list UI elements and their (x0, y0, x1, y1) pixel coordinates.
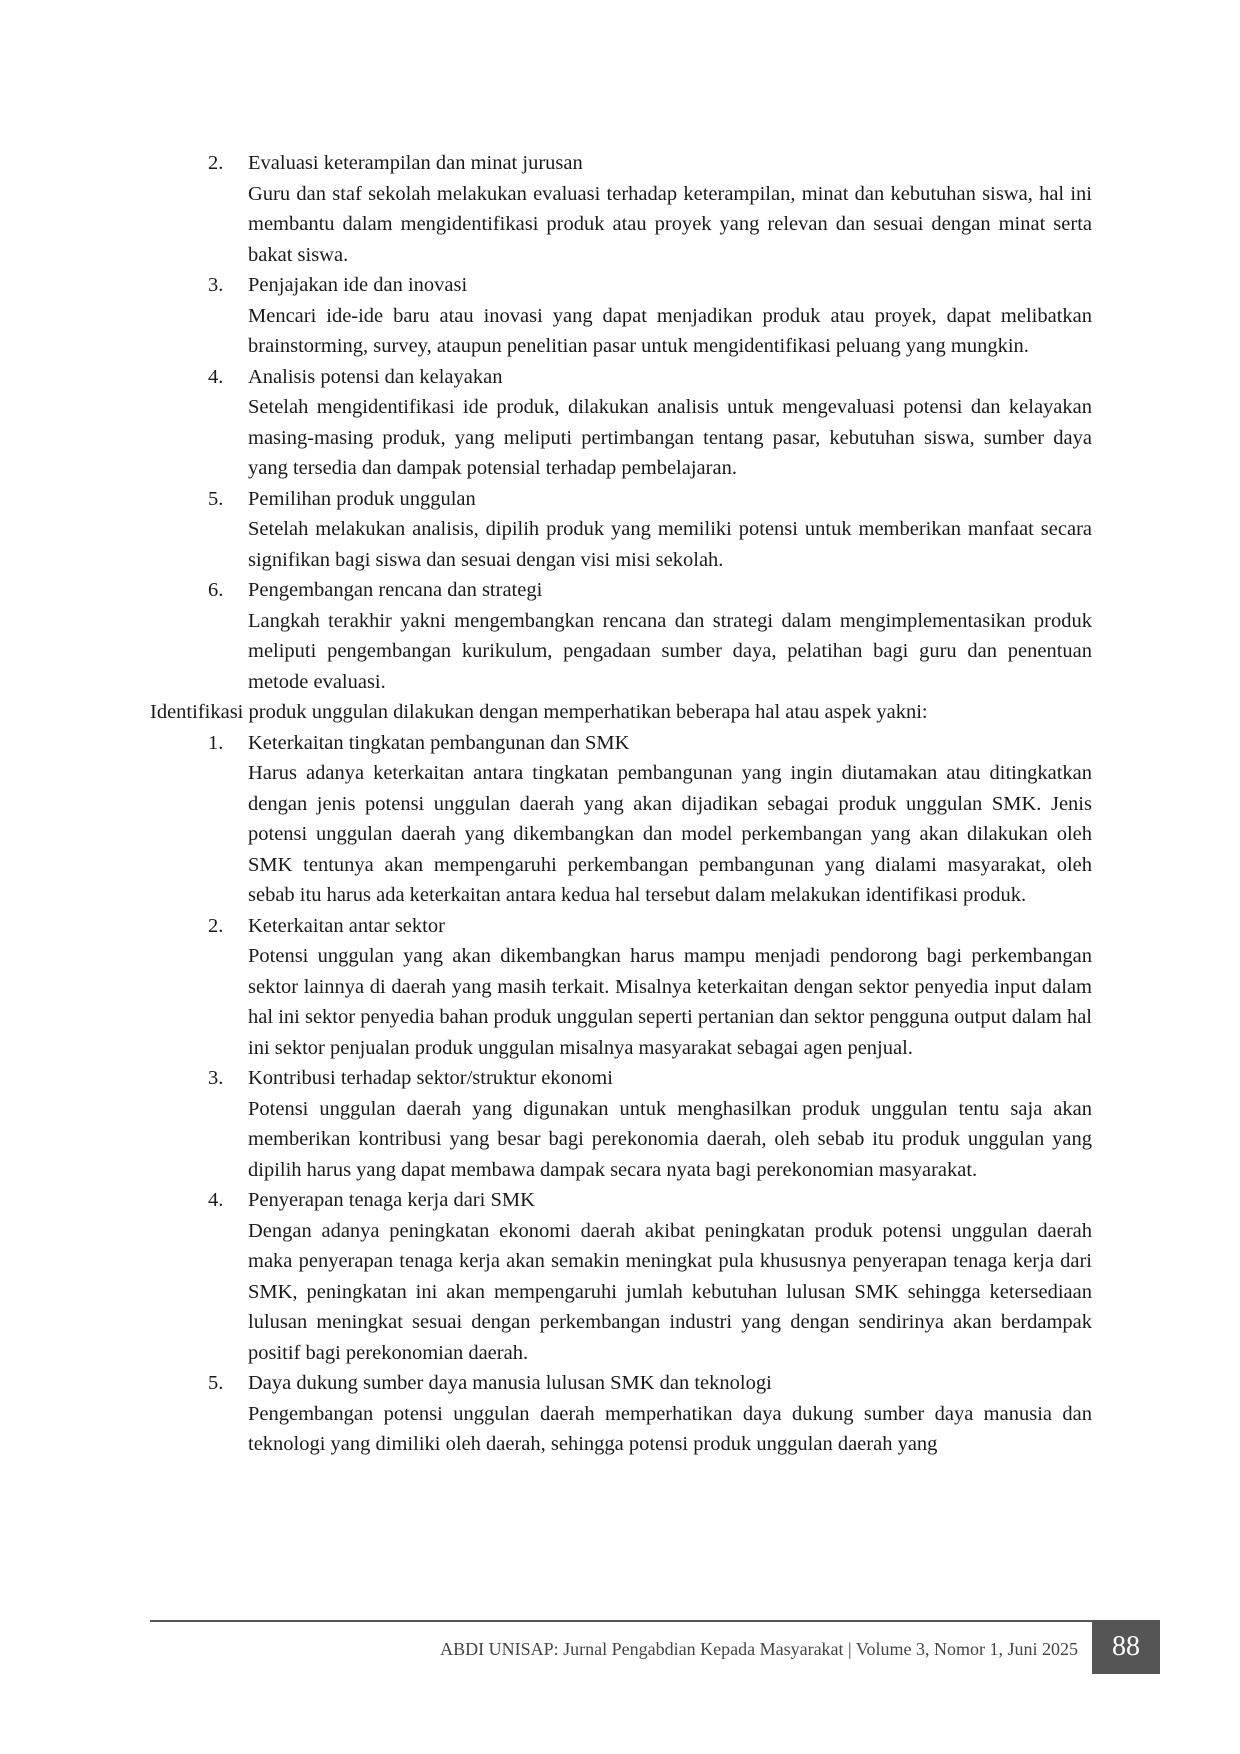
item-body: Pengembangan potensi unggulan daerah memperhatikan daya dukung sumber daya manusia dan teknologi yang dimiliki oleh daerah, sehingga potensi produk unggulan daerah yang (248, 1402, 1092, 1455)
item-number: 2. (208, 152, 224, 174)
item-number: 4. (208, 1189, 224, 1211)
item-title: Keterkaitan antar sektor (248, 914, 445, 937)
list-item (150, 1185, 1092, 1368)
list-item (150, 728, 1092, 911)
aspect-list (150, 728, 1092, 1460)
item-title: Evaluasi keterampilan dan minat jurusan (248, 152, 583, 174)
item-title: Daya dukung sumber daya manusia lulusan SMK dan teknologi (248, 1372, 772, 1394)
item-body: Langkah terakhir yakni mengembangkan rencana dan strategi dalam mengimplementasikan produk meliputi pengembangan kurikulum, pengadaan sumber daya, pelatihan bagi guru dan penentuan metode evaluasi. (248, 609, 1092, 693)
list-item (150, 148, 1092, 270)
item-title: Analisis potensi dan kelayakan (248, 365, 503, 388)
list-item (150, 270, 1092, 362)
list-item (150, 362, 1092, 484)
item-number: 4. (208, 365, 224, 388)
item-body: Harus adanya keterkaitan antara tingkatan pembangunan yang ingin diutamakan atau ditingkatkan dengan jenis potensi unggulan daerah yang akan dijadikan sebagai produk unggulan SMK. Jenis potensi unggulan daerah yang dikembangkan dan model perkembangan yang akan dilakukan oleh SMK tentunya akan mempengaruhi perkembangan pembangunan yang dialami masyarakat, oleh sebab itu harus ada keterkaitan antara kedua hal tersebut dalam melakukan identifikasi produk. (248, 762, 1092, 906)
item-number: 3. (208, 1067, 224, 1089)
intro-paragraph: Identifikasi produk unggulan dilakukan dengan memperhatikan beberapa hal atau aspek yakni: (150, 701, 928, 723)
item-body: Guru dan staf sekolah melakukan evaluasi terhadap keterampilan, minat dan kebutuhan siswa, hal ini membantu dalam mengidentifikasi produk atau proyek yang relevan dan sesuai dengan minat serta bakat siswa. (248, 182, 1092, 266)
item-title: Pengembangan rencana dan strategi (248, 579, 543, 601)
list-item (150, 575, 1092, 697)
item-number: 5. (208, 487, 224, 510)
item-body: Setelah melakukan analisis, dipilih produk yang memiliki potensi untuk memberikan manfaat secara signifikan bagi siswa dan sesuai dengan visi misi sekolah. (248, 518, 1092, 571)
item-title: Pemilihan produk unggulan (248, 487, 476, 510)
item-number: 3. (208, 274, 224, 296)
journal-citation: ABDI UNISAP: Jurnal Pengabdian Kepada Masyarakat | Volume 3, Nomor 1, Juni 2025 (440, 1639, 1078, 1659)
list-item (150, 1368, 1092, 1460)
item-body: Potensi unggulan yang akan dikembangkan harus mampu menjadi pendorong bagi perkembangan sektor lainnya di daerah yang masih terkait. Misalnya keterkaitan dengan sektor penyedia input dalam hal ini sektor penyedia bahan produk unggulan seperti pertanian dan sektor pengguna output dalam hal ini sektor penjualan produk unggulan misalnya masyarakat sebagai agen penjual. (248, 945, 1092, 1059)
item-body: Potensi unggulan daerah yang digunakan untuk menghasilkan produk unggulan tentu saja akan memberikan kontribusi yang besar bagi perekonomia daerah, oleh sebab itu produk unggulan yang dipilih harus yang dapat membawa dampak secara nyata bagi perekonomian masyarakat. (248, 1097, 1092, 1181)
item-number: 6. (208, 579, 224, 601)
footer-rule (150, 1620, 1092, 1622)
item-number: 5. (208, 1372, 224, 1394)
item-title: Kontribusi terhadap sektor/struktur ekonomi (248, 1067, 613, 1089)
list-item (150, 484, 1092, 576)
item-title: Penjajakan ide dan inovasi (248, 274, 468, 296)
item-body: Mencari ide-ide baru atau inovasi yang dapat menjadikan produk atau proyek, dapat melibatkan brainstorming, survey, ataupun penelitian pasar untuk mengidentifikasi peluang yang mungkin. (248, 304, 1092, 357)
stage-list (150, 148, 1092, 697)
item-title: Keterkaitan tingkatan pembangunan dan SMK (248, 731, 630, 754)
list-item (150, 911, 1092, 1064)
list-item (150, 1063, 1092, 1185)
item-number: 1. (208, 731, 224, 754)
main-content (150, 148, 1092, 1460)
item-body: Dengan adanya peningkatan ekonomi daerah akibat peningkatan produk potensi unggulan daerah maka penyerapan tenaga kerja akan semakin meningkat pula khususnya penyerapan tenaga kerja dari SMK, peningkatan ini akan mempengaruhi jumlah kebutuhan lulusan SMK sehingga ketersediaan lulusan meningkat sesuai dengan perkembangan industri yang dengan sendirinya akan berdampak positif bagi perekonomian daerah. (248, 1219, 1092, 1364)
page-number: 88 (1092, 1620, 1160, 1674)
item-number: 2. (208, 914, 224, 937)
item-title: Penyerapan tenaga kerja dari SMK (248, 1189, 535, 1211)
item-body: Setelah mengidentifikasi ide produk, dilakukan analisis untuk mengevaluasi potensi dan kelayakan masing-masing produk, yang meliputi pertimbangan tentang pasar, kebutuhan siswa, sumber daya yang tersedia dan dampak potensial terhadap pembelajaran. (248, 396, 1092, 479)
